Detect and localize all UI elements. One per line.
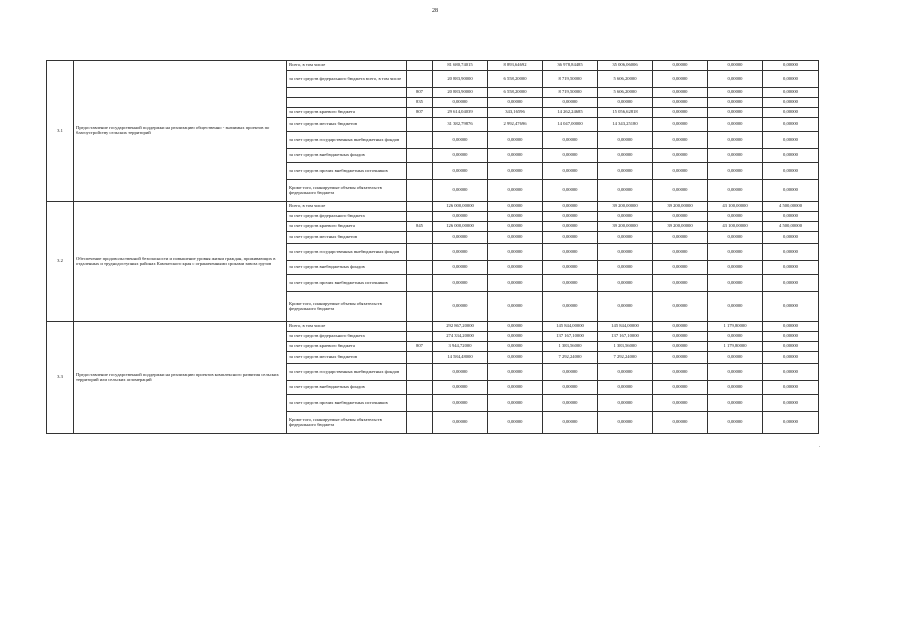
amount-cell: 137 167,10000 bbox=[543, 332, 598, 342]
amount-cell: 0,00000 bbox=[763, 412, 819, 434]
amount-cell: 5 606,20000 bbox=[598, 71, 653, 88]
budget-code bbox=[407, 322, 433, 332]
funding-source: за счет средств внебюджетных фондов bbox=[287, 149, 407, 163]
amount-cell: 0,00000 bbox=[708, 212, 763, 222]
amount-cell: 0,00000 bbox=[543, 180, 598, 202]
amount-cell: 0,00000 bbox=[598, 292, 653, 322]
amount-cell: 0,00000 bbox=[763, 61, 819, 71]
amount-cell: 0,00000 bbox=[763, 108, 819, 118]
amount-cell: 14 584,48000 bbox=[433, 352, 488, 364]
amount-cell: 0,00000 bbox=[543, 232, 598, 244]
amount-cell: 0,00000 bbox=[763, 149, 819, 163]
amount-cell: 0,00000 bbox=[543, 261, 598, 275]
amount-cell: 0,00000 bbox=[598, 412, 653, 434]
amount-cell: 0,00000 bbox=[433, 132, 488, 149]
amount-cell: 0,00000 bbox=[488, 381, 543, 395]
budget-code bbox=[407, 149, 433, 163]
funding-source: за счет средств внебюджетных фондов bbox=[287, 261, 407, 275]
amount-cell: 39 200,00000 bbox=[653, 202, 708, 212]
amount-cell: 7 292,24000 bbox=[543, 352, 598, 364]
amount-cell: 35 006,06006 bbox=[598, 61, 653, 71]
amount-cell: 0,00000 bbox=[488, 222, 543, 232]
amount-cell: 0,00000 bbox=[653, 212, 708, 222]
amount-cell: 0,00000 bbox=[763, 332, 819, 342]
amount-cell: 0,00000 bbox=[598, 132, 653, 149]
amount-cell: 39 200,00000 bbox=[653, 222, 708, 232]
corner-mark: . bbox=[819, 444, 821, 449]
amount-cell: 0,00000 bbox=[763, 342, 819, 352]
amount-cell: 0,00000 bbox=[763, 232, 819, 244]
amount-cell: 0,00000 bbox=[708, 149, 763, 163]
section-number: 3.2 bbox=[47, 202, 74, 322]
amount-cell: 0,00000 bbox=[488, 275, 543, 292]
amount-cell: 0,00000 bbox=[488, 132, 543, 149]
amount-cell: 0,00000 bbox=[488, 412, 543, 434]
funding-source: Всего, в том числе bbox=[287, 202, 407, 212]
amount-cell: 274 334,20000 bbox=[433, 332, 488, 342]
amount-cell: 4 500,00000 bbox=[763, 222, 819, 232]
table-row bbox=[47, 322, 819, 332]
budget-code bbox=[407, 132, 433, 149]
amount-cell: 145 844,00000 bbox=[598, 322, 653, 332]
amount-cell: 0,00000 bbox=[763, 180, 819, 202]
amount-cell: 0,00000 bbox=[708, 292, 763, 322]
amount-cell: 0,00000 bbox=[433, 381, 488, 395]
amount-cell: 8 893,64692 bbox=[488, 61, 543, 71]
amount-cell: 0,00000 bbox=[653, 342, 708, 352]
budget-code bbox=[407, 332, 433, 342]
amount-cell: 0,00000 bbox=[763, 132, 819, 149]
budget-code: 807 bbox=[407, 88, 433, 98]
amount-cell: 0,00000 bbox=[488, 395, 543, 412]
amount-cell: 0,00000 bbox=[488, 292, 543, 322]
amount-cell: 126 000,00000 bbox=[433, 222, 488, 232]
amount-cell: 14 262,24685 bbox=[543, 108, 598, 118]
funding-source: за счет средств краевого бюджета bbox=[287, 342, 407, 352]
amount-cell: 0,00000 bbox=[598, 232, 653, 244]
amount-cell: 0,00000 bbox=[708, 261, 763, 275]
amount-cell: 0,00000 bbox=[433, 212, 488, 222]
amount-cell: 0,00000 bbox=[708, 163, 763, 180]
amount-cell: 0,00000 bbox=[763, 118, 819, 132]
amount-cell: 0,00000 bbox=[543, 292, 598, 322]
amount-cell: 0,00000 bbox=[433, 244, 488, 261]
amount-cell: 39 200,00000 bbox=[598, 222, 653, 232]
amount-cell: 20 883,90000 bbox=[433, 71, 488, 88]
budget-code: 845 bbox=[407, 222, 433, 232]
amount-cell: 0,00000 bbox=[653, 261, 708, 275]
amount-cell: 4 500,00000 bbox=[763, 202, 819, 212]
amount-cell: 0,00000 bbox=[708, 98, 763, 108]
budget-code bbox=[407, 232, 433, 244]
table-row bbox=[47, 61, 819, 71]
amount-cell: 0,00000 bbox=[488, 332, 543, 342]
amount-cell: 0,00000 bbox=[488, 364, 543, 381]
amount-cell: 81 680,74015 bbox=[433, 61, 488, 71]
funding-source: за счет средств федерального бюджета bbox=[287, 332, 407, 342]
funding-source bbox=[287, 98, 407, 108]
amount-cell: 0,00000 bbox=[653, 163, 708, 180]
amount-cell: 39 200,00000 bbox=[598, 202, 653, 212]
amount-cell: 14 343,25180 bbox=[598, 118, 653, 132]
amount-cell: 0,00000 bbox=[598, 275, 653, 292]
amount-cell: 1 179,80000 bbox=[708, 322, 763, 332]
section-title: Предоставление государственной поддержки на реализацию общественно - значимых проектов по благоустройству сельских территорий bbox=[74, 61, 287, 202]
amount-cell: 0,00000 bbox=[708, 381, 763, 395]
amount-cell: 0,00000 bbox=[543, 412, 598, 434]
budget-code bbox=[407, 71, 433, 88]
amount-cell: 0,00000 bbox=[433, 98, 488, 108]
amount-cell: 0,00000 bbox=[543, 98, 598, 108]
amount-cell: 0,00000 bbox=[763, 261, 819, 275]
amount-cell: 0,00000 bbox=[488, 232, 543, 244]
amount-cell: 0,00000 bbox=[763, 71, 819, 88]
funding-source: за счет средств внебюджетных фондов bbox=[287, 381, 407, 395]
funding-source: Кроме того, планируемые объемы обязательств федерального бюджета bbox=[287, 180, 407, 202]
amount-cell: 0,00000 bbox=[653, 88, 708, 98]
amount-cell: 0,00000 bbox=[708, 364, 763, 381]
budget-code: 807 bbox=[407, 342, 433, 352]
amount-cell: 0,00000 bbox=[488, 261, 543, 275]
amount-cell: 0,00000 bbox=[543, 212, 598, 222]
amount-cell: 0,00000 bbox=[653, 275, 708, 292]
funding-source: за счет средств государственных внебюджетных фондов bbox=[287, 364, 407, 381]
amount-cell: 343,16596 bbox=[488, 108, 543, 118]
budget-code bbox=[407, 381, 433, 395]
amount-cell: 0,00000 bbox=[653, 132, 708, 149]
section-number: 3.3 bbox=[47, 322, 74, 434]
amount-cell: 0,00000 bbox=[543, 202, 598, 212]
amount-cell: 0,00000 bbox=[433, 261, 488, 275]
amount-cell: 0,00000 bbox=[598, 98, 653, 108]
budget-code bbox=[407, 261, 433, 275]
section-number: 3.1 bbox=[47, 61, 74, 202]
amount-cell: 0,00000 bbox=[488, 342, 543, 352]
funding-source: Всего, в том числе bbox=[287, 322, 407, 332]
amount-cell: 0,00000 bbox=[763, 98, 819, 108]
amount-cell: 0,00000 bbox=[543, 132, 598, 149]
amount-cell: 5 606,20000 bbox=[598, 88, 653, 98]
budget-code bbox=[407, 61, 433, 71]
amount-cell: 0,00000 bbox=[543, 395, 598, 412]
amount-cell: 292 867,20000 bbox=[433, 322, 488, 332]
funding-source: за счет средств федерального бюджета bbox=[287, 212, 407, 222]
amount-cell: 0,00000 bbox=[653, 395, 708, 412]
amount-cell: 0,00000 bbox=[763, 322, 819, 332]
amount-cell: 1 383,56000 bbox=[543, 342, 598, 352]
amount-cell: 43 100,00000 bbox=[708, 222, 763, 232]
budget-code bbox=[407, 163, 433, 180]
amount-cell: 0,00000 bbox=[653, 61, 708, 71]
funding-source: за счет средств прочих внебюджетных источников bbox=[287, 275, 407, 292]
amount-cell: 0,00000 bbox=[708, 332, 763, 342]
amount-cell: 29 614,04039 bbox=[433, 108, 488, 118]
amount-cell: 0,00000 bbox=[763, 244, 819, 261]
section-title: Предоставление государственной поддержки на реализацию проектов комплексного развития сельских территорий или сельских агломераций bbox=[74, 322, 287, 434]
amount-cell: 0,00000 bbox=[488, 149, 543, 163]
amount-cell: 6 558,20000 bbox=[488, 88, 543, 98]
budget-code bbox=[407, 275, 433, 292]
amount-cell: 0,00000 bbox=[763, 163, 819, 180]
amount-cell: 0,00000 bbox=[653, 292, 708, 322]
budget-code: 835 bbox=[407, 98, 433, 108]
funding-source: за счет средств местных бюджетов bbox=[287, 118, 407, 132]
amount-cell: 0,00000 bbox=[598, 364, 653, 381]
budget-code bbox=[407, 412, 433, 434]
amount-cell: 6 558,20000 bbox=[488, 71, 543, 88]
amount-cell: 0,00000 bbox=[433, 163, 488, 180]
amount-cell: 0,00000 bbox=[488, 202, 543, 212]
amount-cell: 126 000,00000 bbox=[433, 202, 488, 212]
amount-cell: 0,00000 bbox=[543, 381, 598, 395]
amount-cell: 0,00000 bbox=[488, 212, 543, 222]
amount-cell: 0,00000 bbox=[488, 244, 543, 261]
amount-cell: 0,00000 bbox=[763, 364, 819, 381]
amount-cell: 0,00000 bbox=[488, 322, 543, 332]
amount-cell: 0,00000 bbox=[708, 352, 763, 364]
amount-cell: 31 382,79876 bbox=[433, 118, 488, 132]
amount-cell: 0,00000 bbox=[653, 332, 708, 342]
amount-cell: 15 056,62818 bbox=[598, 108, 653, 118]
amount-cell: 0,00000 bbox=[543, 222, 598, 232]
amount-cell: 0,00000 bbox=[653, 232, 708, 244]
funding-source: за счет средств местных бюджетов bbox=[287, 352, 407, 364]
amount-cell: 0,00000 bbox=[598, 212, 653, 222]
amount-cell: 0,00000 bbox=[763, 381, 819, 395]
amount-cell: 0,00000 bbox=[708, 395, 763, 412]
amount-cell: 1 383,56000 bbox=[598, 342, 653, 352]
funding-source: за счет средств государственных внебюджетных фондов bbox=[287, 244, 407, 261]
amount-cell: 0,00000 bbox=[433, 149, 488, 163]
amount-cell: 0,00000 bbox=[598, 381, 653, 395]
amount-cell: 0,00000 bbox=[708, 61, 763, 71]
budget-code bbox=[407, 244, 433, 261]
amount-cell: 0,00000 bbox=[543, 163, 598, 180]
amount-cell: 0,00000 bbox=[653, 244, 708, 261]
amount-cell: 0,00000 bbox=[653, 149, 708, 163]
funding-source: за счет средств прочих внебюджетных источников bbox=[287, 163, 407, 180]
amount-cell: 0,00000 bbox=[653, 118, 708, 132]
amount-cell: 0,00000 bbox=[653, 364, 708, 381]
amount-cell: 0,00000 bbox=[763, 88, 819, 98]
amount-cell: 36 978,84485 bbox=[543, 61, 598, 71]
amount-cell: 2 992,47696 bbox=[488, 118, 543, 132]
amount-cell: 137 167,10000 bbox=[598, 332, 653, 342]
amount-cell: 0,00000 bbox=[763, 212, 819, 222]
amount-cell: 0,00000 bbox=[543, 149, 598, 163]
budget-code bbox=[407, 395, 433, 412]
funding-source: за счет средств федерального бюджета всего, в том числе bbox=[287, 71, 407, 88]
amount-cell: 8 719,50000 bbox=[543, 88, 598, 98]
amount-cell: 0,00000 bbox=[598, 395, 653, 412]
amount-cell: 0,00000 bbox=[543, 364, 598, 381]
page-number: 28 bbox=[432, 8, 438, 14]
funding-source: за счет средств краевого бюджета bbox=[287, 108, 407, 118]
amount-cell: 0,00000 bbox=[708, 132, 763, 149]
section-title: Обеспечение продовольственной безопасности и повышение уровня жизни граждан, проживающих в отдаленных и труднодоступных районах Камчатского края с ограниченными сроками завоза грузов bbox=[74, 202, 287, 322]
amount-cell: 0,00000 bbox=[653, 322, 708, 332]
table-row bbox=[47, 202, 819, 212]
amount-cell: 145 844,00000 bbox=[543, 322, 598, 332]
amount-cell: 0,00000 bbox=[433, 275, 488, 292]
funding-source: Кроме того, планируемые объемы обязательств федерального бюджета bbox=[287, 292, 407, 322]
amount-cell: 20 883,90000 bbox=[433, 88, 488, 98]
amount-cell: 0,00000 bbox=[763, 352, 819, 364]
budget-code bbox=[407, 292, 433, 322]
funding-source: за счет средств местных бюджетов bbox=[287, 232, 407, 244]
amount-cell: 0,00000 bbox=[543, 244, 598, 261]
amount-cell: 0,00000 bbox=[488, 352, 543, 364]
amount-cell: 0,00000 bbox=[653, 98, 708, 108]
amount-cell: 14 047,00000 bbox=[543, 118, 598, 132]
amount-cell: 0,00000 bbox=[653, 108, 708, 118]
amount-cell: 3 944,72000 bbox=[433, 342, 488, 352]
amount-cell: 0,00000 bbox=[653, 180, 708, 202]
amount-cell: 0,00000 bbox=[488, 163, 543, 180]
amount-cell: 43 100,00000 bbox=[708, 202, 763, 212]
budget-code bbox=[407, 202, 433, 212]
amount-cell: 0,00000 bbox=[653, 71, 708, 88]
amount-cell: 0,00000 bbox=[708, 412, 763, 434]
budget-code bbox=[407, 180, 433, 202]
amount-cell: 0,00000 bbox=[708, 232, 763, 244]
funding-source: за счет средств прочих внебюджетных источников bbox=[287, 395, 407, 412]
amount-cell: 7 292,24000 bbox=[598, 352, 653, 364]
amount-cell: 0,00000 bbox=[433, 395, 488, 412]
amount-cell: 0,00000 bbox=[653, 412, 708, 434]
funding-source: за счет средств государственных внебюджетных фондов bbox=[287, 132, 407, 149]
amount-cell: 0,00000 bbox=[598, 261, 653, 275]
funding-source bbox=[287, 88, 407, 98]
amount-cell: 0,00000 bbox=[763, 395, 819, 412]
amount-cell: 0,00000 bbox=[488, 180, 543, 202]
amount-cell: 0,00000 bbox=[598, 163, 653, 180]
amount-cell: 0,00000 bbox=[488, 98, 543, 108]
budget-table bbox=[46, 60, 819, 434]
amount-cell: 1 179,80000 bbox=[708, 342, 763, 352]
amount-cell: 0,00000 bbox=[763, 275, 819, 292]
amount-cell: 0,00000 bbox=[708, 275, 763, 292]
amount-cell: 0,00000 bbox=[433, 364, 488, 381]
budget-code bbox=[407, 352, 433, 364]
budget-code: 807 bbox=[407, 108, 433, 118]
amount-cell: 0,00000 bbox=[598, 244, 653, 261]
budget-code bbox=[407, 118, 433, 132]
amount-cell: 8 719,50000 bbox=[543, 71, 598, 88]
amount-cell: 0,00000 bbox=[708, 88, 763, 98]
amount-cell: 0,00000 bbox=[433, 180, 488, 202]
amount-cell: 0,00000 bbox=[708, 244, 763, 261]
amount-cell: 0,00000 bbox=[708, 108, 763, 118]
amount-cell: 0,00000 bbox=[653, 381, 708, 395]
amount-cell: 0,00000 bbox=[653, 352, 708, 364]
budget-code bbox=[407, 364, 433, 381]
amount-cell: 0,00000 bbox=[598, 149, 653, 163]
amount-cell: 0,00000 bbox=[598, 180, 653, 202]
amount-cell: 0,00000 bbox=[708, 71, 763, 88]
budget-code bbox=[407, 212, 433, 222]
amount-cell: 0,00000 bbox=[433, 232, 488, 244]
amount-cell: 0,00000 bbox=[543, 275, 598, 292]
funding-source: за счет средств краевого бюджета bbox=[287, 222, 407, 232]
amount-cell: 0,00000 bbox=[433, 292, 488, 322]
funding-source: Всего, в том числе bbox=[287, 61, 407, 71]
amount-cell: 0,00000 bbox=[763, 292, 819, 322]
amount-cell: 0,00000 bbox=[708, 180, 763, 202]
amount-cell: 0,00000 bbox=[708, 118, 763, 132]
funding-source: Кроме того, планируемые объемы обязательств федерального бюджета bbox=[287, 412, 407, 434]
amount-cell: 0,00000 bbox=[433, 412, 488, 434]
